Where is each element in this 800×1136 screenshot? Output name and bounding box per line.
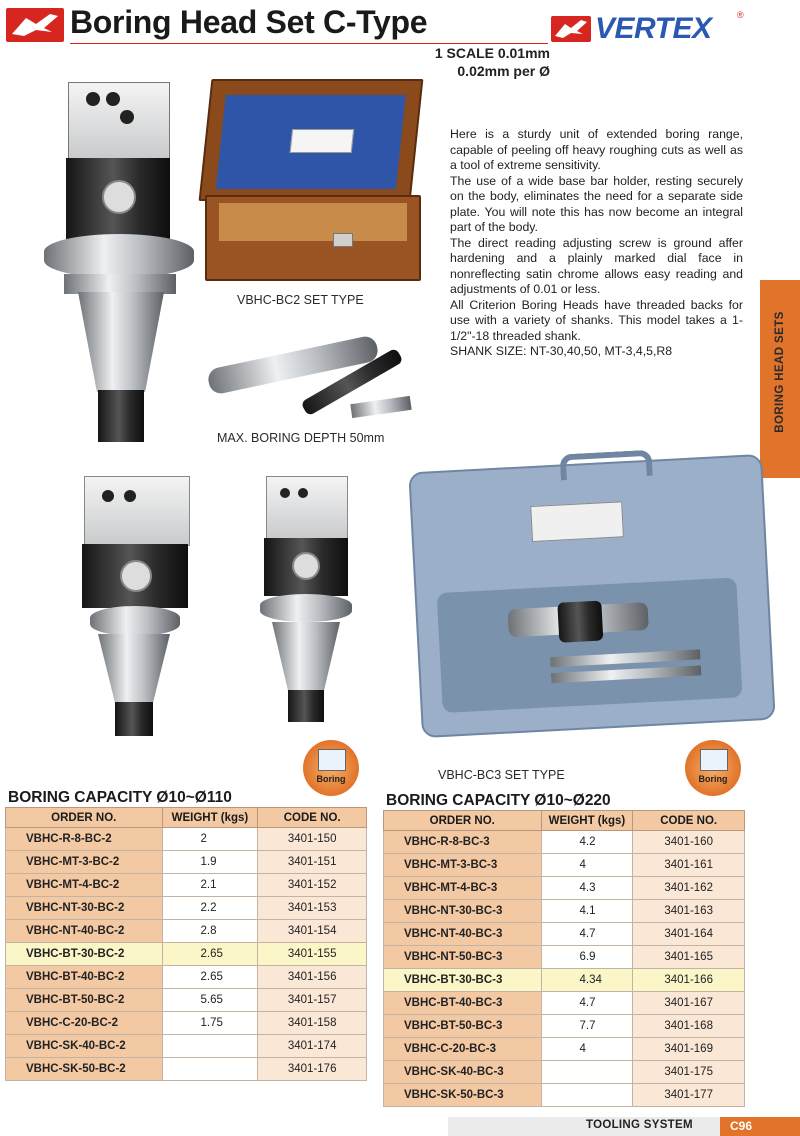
- table-row: [6, 920, 367, 943]
- brand-name: VERTEX: [595, 12, 712, 45]
- weight-cell: [541, 1084, 633, 1107]
- header-code-no: CODE NO.: [633, 811, 745, 831]
- table-row: [6, 874, 367, 897]
- code-no-cell: 3401-166: [633, 969, 745, 992]
- code-no-cell: 3401-161: [633, 854, 745, 877]
- weight-cell: 5.65: [162, 989, 258, 1012]
- header-order-no: ORDER NO.: [6, 808, 163, 828]
- order-no-cell: VBHC-MT-3-BC-3: [384, 854, 542, 877]
- weight-cell: 4: [541, 854, 633, 877]
- table-row: [384, 831, 745, 854]
- footer-page-number: C96: [720, 1117, 800, 1136]
- code-no-cell: 3401-167: [633, 992, 745, 1015]
- table-row: [6, 1035, 367, 1058]
- weight-cell: 4.7: [541, 992, 633, 1015]
- order-no-cell: VBHC-BT-40-BC-2: [6, 966, 163, 989]
- table-row: [6, 1012, 367, 1035]
- weight-cell: 2.1: [162, 874, 258, 897]
- code-no-cell: 3401-160: [633, 831, 745, 854]
- company-emblem: [6, 8, 64, 42]
- code-no-cell: 3401-176: [258, 1058, 367, 1081]
- header-weight: WEIGHT (kgs): [162, 808, 258, 828]
- order-no-cell: VBHC-NT-40-BC-2: [6, 920, 163, 943]
- code-no-cell: 3401-165: [633, 946, 745, 969]
- caption-bc2-set: VBHC-BC2 SET TYPE: [237, 293, 364, 307]
- code-no-cell: 3401-175: [633, 1061, 745, 1084]
- badge-label: Boring: [316, 774, 346, 784]
- table-row: [6, 851, 367, 874]
- order-no-cell: VBHC-C-20-BC-3: [384, 1038, 542, 1061]
- order-no-cell: VBHC-BT-50-BC-3: [384, 1015, 542, 1038]
- boring-bars-image: [205, 330, 420, 425]
- table-row: [6, 989, 367, 1012]
- weight-cell: 1.9: [162, 851, 258, 874]
- weight-cell: 1.75: [162, 1012, 258, 1035]
- code-no-cell: 3401-151: [258, 851, 367, 874]
- weight-cell: 4.34: [541, 969, 633, 992]
- scale-line-2: 0.02mm per Ø: [457, 63, 550, 79]
- table-row: [384, 877, 745, 900]
- weight-cell: 4.2: [541, 831, 633, 854]
- brand-logo: [551, 10, 744, 45]
- order-no-cell: VBHC-R-8-BC-3: [384, 831, 542, 854]
- table-row: [384, 992, 745, 1015]
- header-weight: WEIGHT (kgs): [541, 811, 633, 831]
- code-no-cell: 3401-155: [258, 943, 367, 966]
- table-row: [384, 946, 745, 969]
- header-code-no: CODE NO.: [258, 808, 367, 828]
- weight-cell: 2.2: [162, 897, 258, 920]
- boring-head-bt-image: [256, 476, 356, 746]
- weight-cell: 4.7: [541, 923, 633, 946]
- code-no-cell: 3401-153: [258, 897, 367, 920]
- table-row: [384, 1061, 745, 1084]
- page-title: Boring Head Set C-Type: [70, 4, 428, 40]
- badge-label: Boring: [698, 774, 728, 784]
- right-table-heading: BORING CAPACITY Ø10~Ø220: [386, 792, 611, 809]
- scale-info: [400, 44, 550, 80]
- code-no-cell: 3401-163: [633, 900, 745, 923]
- table-row: [384, 923, 745, 946]
- boring-badge-right: [685, 740, 741, 796]
- order-no-cell: VBHC-MT-4-BC-3: [384, 877, 542, 900]
- caption-max-depth: MAX. BORING DEPTH 50mm: [217, 431, 385, 445]
- table-row: [384, 900, 745, 923]
- boring-badge-left: [303, 740, 359, 796]
- code-no-cell: 3401-152: [258, 874, 367, 897]
- weight-cell: 2: [162, 828, 258, 851]
- code-no-cell: 3401-177: [633, 1084, 745, 1107]
- order-no-cell: VBHC-NT-30-BC-2: [6, 897, 163, 920]
- case-tray: [437, 577, 743, 713]
- code-no-cell: 3401-162: [633, 877, 745, 900]
- table-row: [6, 828, 367, 851]
- boring-tool-icon: [318, 749, 346, 771]
- bc2-spec-table: [5, 807, 367, 1081]
- scale-line-1: 1 SCALE 0.01mm: [434, 45, 550, 61]
- footer-section-name: TOOLING SYSTEM: [586, 1119, 693, 1131]
- code-no-cell: 3401-169: [633, 1038, 745, 1061]
- weight-cell: 2.8: [162, 920, 258, 943]
- weight-cell: 2.65: [162, 943, 258, 966]
- table-row: [384, 1038, 745, 1061]
- table-row: [6, 1058, 367, 1081]
- registered-mark: ®: [737, 10, 744, 20]
- bc3-carry-case: [408, 454, 775, 738]
- table-row: [6, 943, 367, 966]
- left-table-heading: BORING CAPACITY Ø10~Ø110: [8, 789, 232, 806]
- order-no-cell: VBHC-NT-40-BC-3: [384, 923, 542, 946]
- table-header-row: [384, 811, 745, 831]
- description-paragraph: The use of a wide base bar holder, resting securely on the body, eliminates the need for a separate side plate. You will note this has now become an integral part of the body.: [450, 173, 743, 234]
- order-no-cell: VBHC-C-20-BC-2: [6, 1012, 163, 1035]
- table-row: [384, 1084, 745, 1107]
- weight-cell: [162, 1058, 258, 1081]
- order-no-cell: VBHC-SK-40-BC-2: [6, 1035, 163, 1058]
- boring-tool-icon: [700, 749, 728, 771]
- order-no-cell: VBHC-NT-30-BC-3: [384, 900, 542, 923]
- description-paragraph: Here is a sturdy unit of extended boring range, capable of peeling off heavy roughing cuts as well as a tool of extreme sensitivity.: [450, 127, 743, 172]
- table-row: [384, 854, 745, 877]
- boring-head-nt-image: [40, 82, 205, 444]
- order-no-cell: VBHC-BT-30-BC-2: [6, 943, 163, 966]
- order-no-cell: VBHC-MT-3-BC-2: [6, 851, 163, 874]
- code-no-cell: 3401-154: [258, 920, 367, 943]
- weight-cell: 7.7: [541, 1015, 633, 1038]
- code-no-cell: 3401-158: [258, 1012, 367, 1035]
- order-no-cell: VBHC-SK-50-BC-3: [384, 1084, 542, 1107]
- case-label: [530, 501, 624, 542]
- bc2-wooden-box-base: [205, 195, 421, 281]
- bc2-wooden-box-lid: [199, 79, 424, 201]
- code-no-cell: 3401-157: [258, 989, 367, 1012]
- code-no-cell: 3401-156: [258, 966, 367, 989]
- section-side-tab: [760, 280, 800, 478]
- order-no-cell: VBHC-SK-40-BC-3: [384, 1061, 542, 1084]
- order-no-cell: VBHC-NT-50-BC-3: [384, 946, 542, 969]
- caption-bc3-set: VBHC-BC3 SET TYPE: [438, 768, 565, 782]
- description-paragraph: The direct reading adjusting screw is ground affer hardening and a plainly marked dial face in nonreflecting satin chrome allows easy reading and adjustments of 0.01 or less.: [450, 235, 743, 296]
- weight-cell: 4.3: [541, 877, 633, 900]
- weight-cell: 6.9: [541, 946, 633, 969]
- code-no-cell: 3401-174: [258, 1035, 367, 1058]
- code-no-cell: 3401-150: [258, 828, 367, 851]
- boring-head-r8-image: [80, 476, 190, 746]
- page-footer: [448, 1117, 800, 1136]
- code-no-cell: 3401-164: [633, 923, 745, 946]
- order-no-cell: VBHC-SK-50-BC-2: [6, 1058, 163, 1081]
- order-no-cell: VBHC-BT-30-BC-3: [384, 969, 542, 992]
- weight-cell: 2.65: [162, 966, 258, 989]
- eagle-icon: [6, 8, 64, 42]
- brand-eagle-icon: [551, 16, 591, 42]
- table-row: [384, 969, 745, 992]
- weight-cell: [541, 1061, 633, 1084]
- header-order-no: ORDER NO.: [384, 811, 542, 831]
- weight-cell: 4: [541, 1038, 633, 1061]
- weight-cell: [162, 1035, 258, 1058]
- description-paragraph: All Criterion Boring Heads have threaded backs for use with a variety of shanks. This model takes a 1-1/2"-18 threaded shank.: [450, 297, 743, 343]
- side-tab-label: BORING HEAD SETS: [774, 311, 786, 433]
- table-row: [384, 1015, 745, 1038]
- table-row: [6, 966, 367, 989]
- order-no-cell: VBHC-BT-50-BC-2: [6, 989, 163, 1012]
- shank-size-line: SHANK SIZE: NT-30,40,50, MT-3,4,5,R8: [450, 344, 673, 358]
- table-header-row: [6, 808, 367, 828]
- box-label: [290, 129, 355, 153]
- weight-cell: 4.1: [541, 900, 633, 923]
- table-row: [6, 897, 367, 920]
- order-no-cell: VBHC-MT-4-BC-2: [6, 874, 163, 897]
- bc3-spec-table: [383, 810, 745, 1107]
- order-no-cell: VBHC-BT-40-BC-3: [384, 992, 542, 1015]
- code-no-cell: 3401-168: [633, 1015, 745, 1038]
- case-handle: [560, 450, 653, 481]
- order-no-cell: VBHC-R-8-BC-2: [6, 828, 163, 851]
- product-description: [450, 127, 743, 360]
